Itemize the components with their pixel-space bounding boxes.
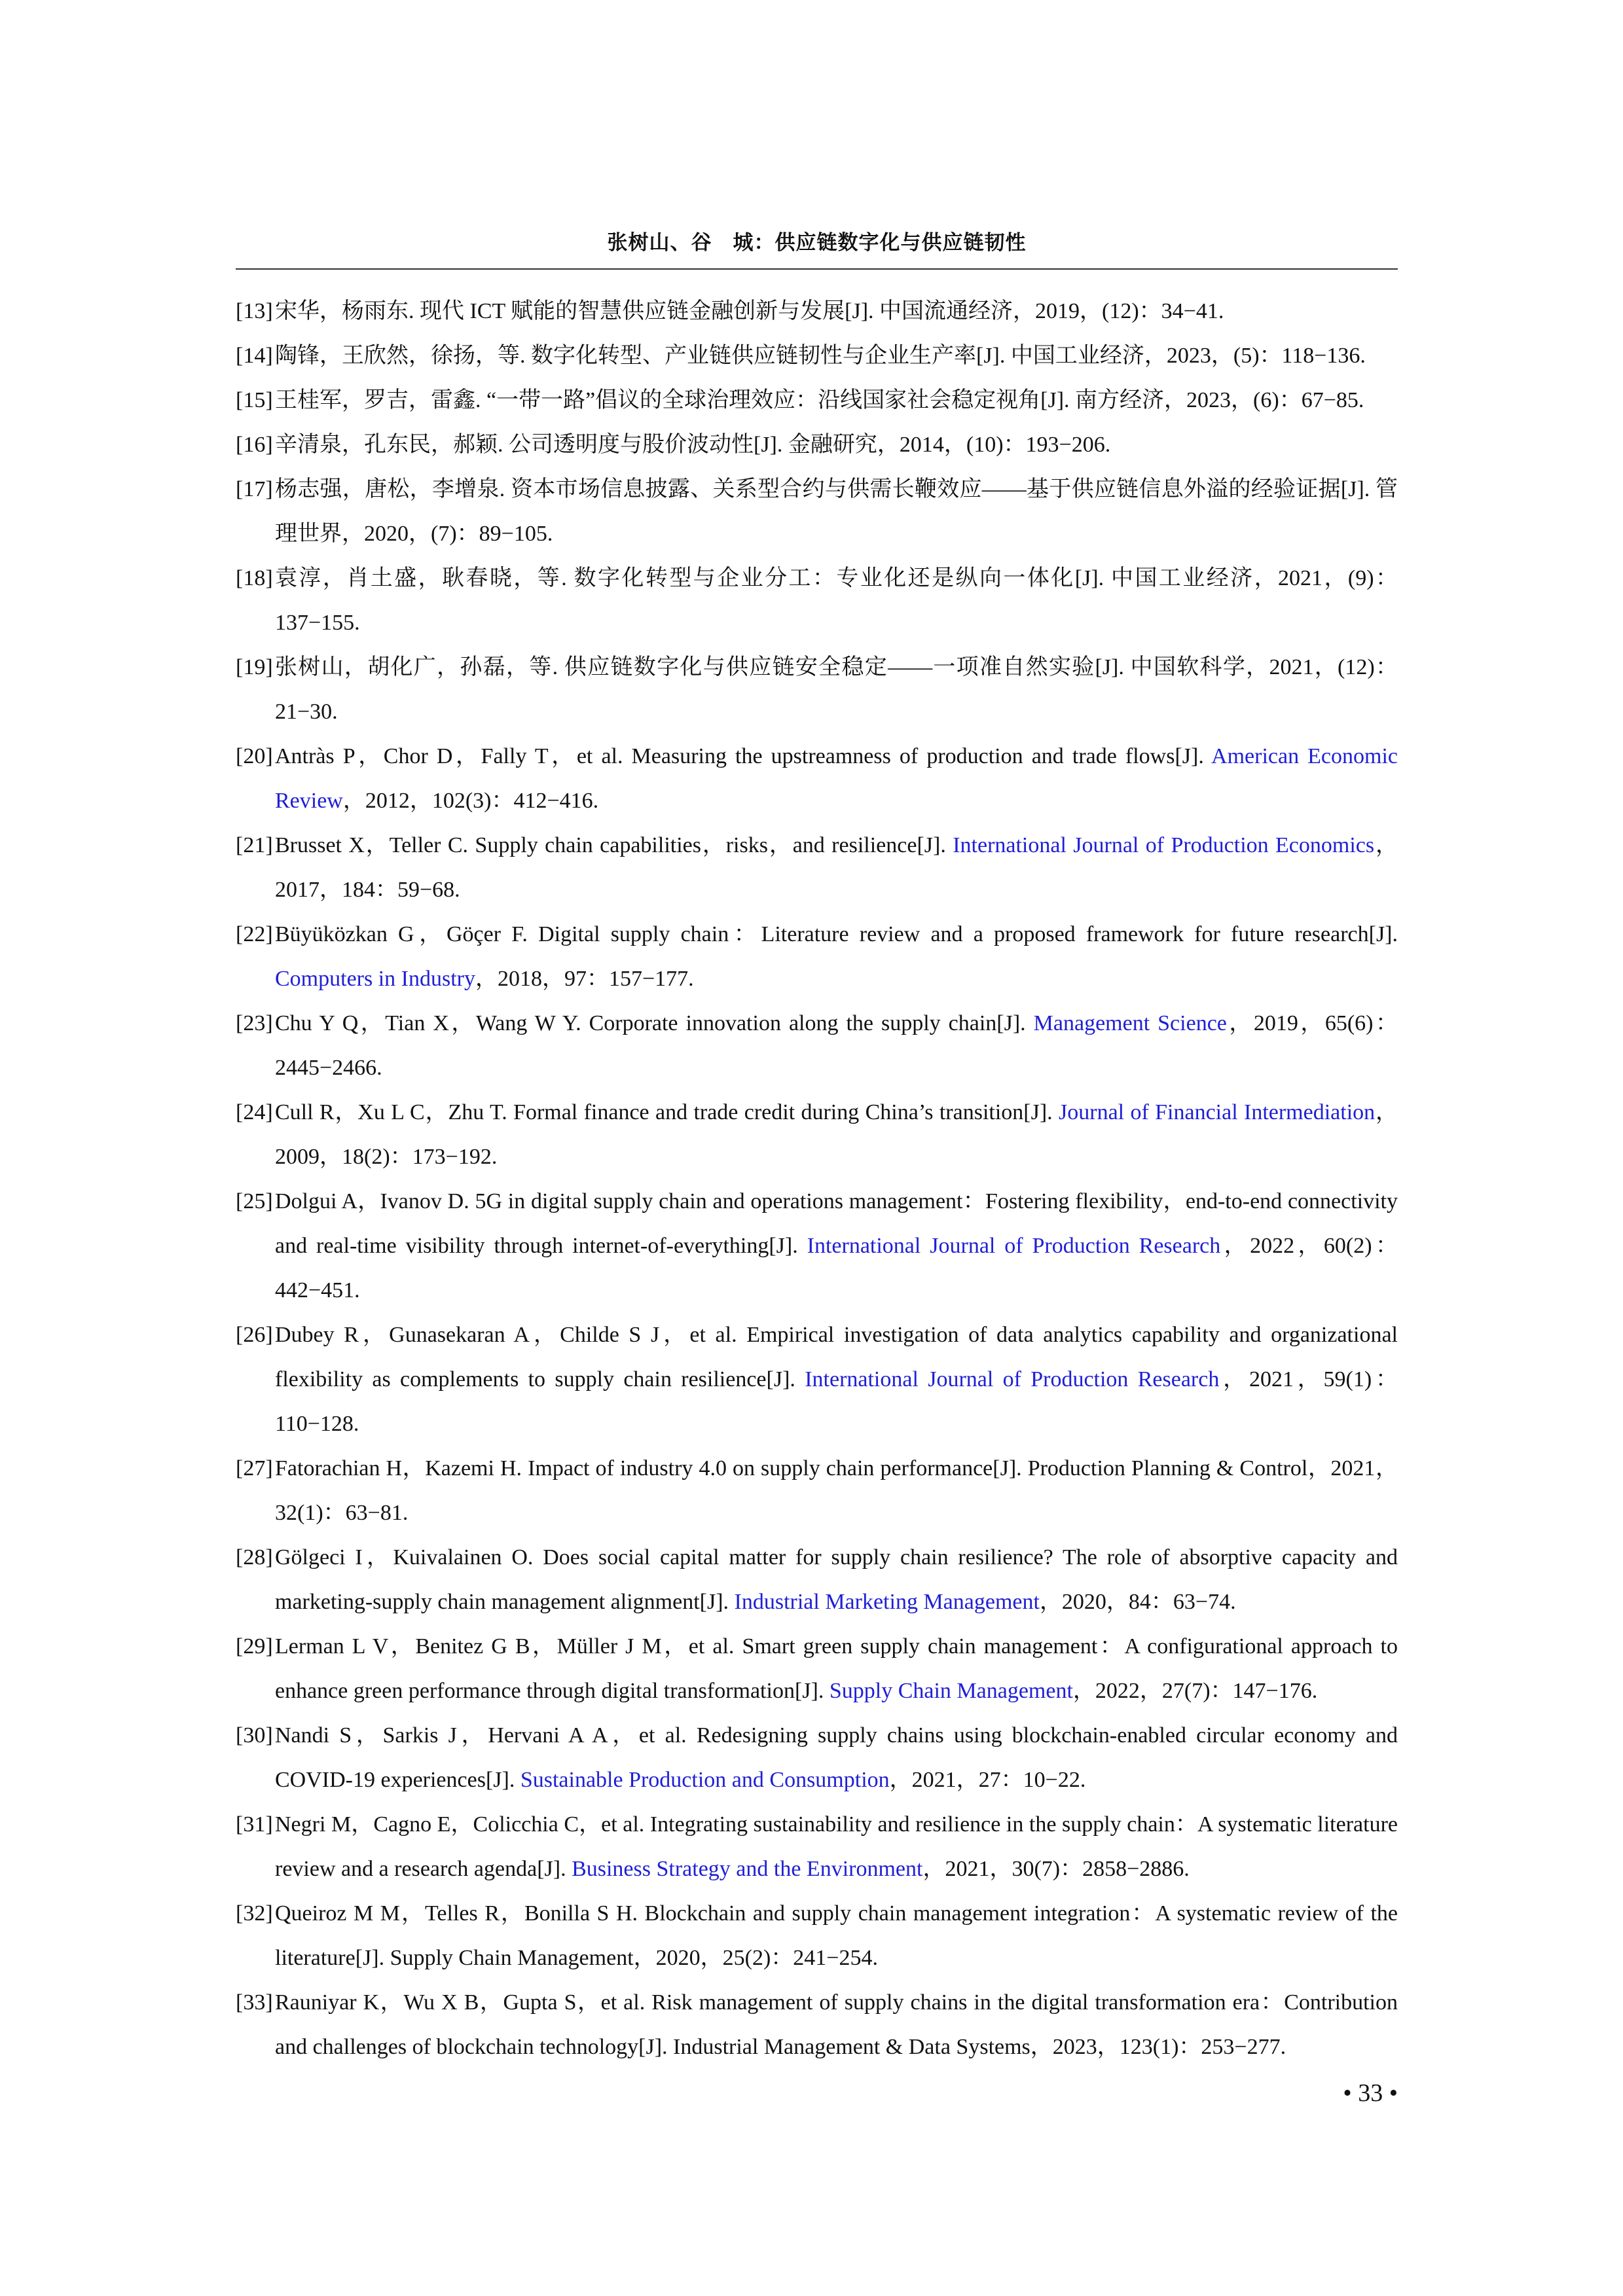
reference-number: [30] xyxy=(236,1723,273,1748)
reference-text: Chu Y Q，Tian X，Wang W Y. Corporate innovation along the supply chain[J]. Management Science，2019，65(6)：2445−2466. xyxy=(275,1011,1398,1080)
reference-number: [21] xyxy=(236,833,273,857)
reference-number: [32] xyxy=(236,1901,273,1926)
reference-text: 宋华，杨雨东. 现代 ICT 赋能的智慧供应链金融创新与发展[J]. 中国流通经济，2019，(12)：34−41. xyxy=(275,299,1224,323)
reference-item xyxy=(236,334,1398,378)
reference-number: [28] xyxy=(236,1545,273,1570)
reference-item xyxy=(236,1803,1398,1892)
reference-number: [27] xyxy=(236,1456,273,1480)
reference-item xyxy=(236,1313,1398,1446)
reference-item xyxy=(236,1535,1398,1624)
reference-text: Dubey R，Gunasekaran A，Childe S J，et al. Empirical investigation of data analytics capability and organizational flexibility as complements to supply chain resilience[J]. International Journal of Production Research，2021，59(1)：110−128. xyxy=(275,1323,1398,1436)
reference-text: Nandi S，Sarkis J，Hervani A A，et al. Redesigning supply chains using blockchain-enabled circular economy and COVID-19 experiences[J]. Sustainable Production and Consumption，2021，27：10−22. xyxy=(275,1723,1398,1792)
reference-text: Queiroz M M，Telles R，Bonilla S H. Blockchain and supply chain management integration：A systematic review of the literature[J]. Supply Chain Management，2020，25(2)：241−254. xyxy=(275,1901,1398,1970)
reference-text: Antràs P，Chor D，Fally T，et al. Measuring the upstreamness of production and trade flows[J]. American Economic Review，2012，102(3)：412−416. xyxy=(275,744,1398,813)
reference-number: [26] xyxy=(236,1323,273,1347)
journal-link[interactable]: Journal of Financial Intermediation xyxy=(1059,1100,1376,1124)
reference-number: [14] xyxy=(236,344,273,368)
reference-number: [19] xyxy=(236,655,273,679)
reference-list xyxy=(236,289,1398,2070)
journal-link[interactable]: International Journal of Production Research xyxy=(807,1234,1221,1258)
journal-link[interactable]: American Economic Review xyxy=(275,744,1398,813)
reference-text: Büyüközkan G，Göçer F. Digital supply chain：Literature review and a proposed framework for future research[J]. Computers in Industry，2018，97：157−177. xyxy=(275,922,1398,991)
reference-text: 陶锋，王欣然，徐扬，等. 数字化转型、产业链供应链韧性与企业生产率[J]. 中国工业经济，2023，(5)：118−136. xyxy=(275,344,1366,368)
reference-item xyxy=(236,645,1398,734)
reference-item xyxy=(236,556,1398,645)
journal-link[interactable]: International Journal of Production Economics xyxy=(953,833,1375,857)
reference-number: [16] xyxy=(236,433,273,457)
reference-number: [22] xyxy=(236,922,273,946)
reference-item xyxy=(236,912,1398,1001)
reference-text: 辛清泉，孔东民，郝颖. 公司透明度与股价波动性[J]. 金融研究，2014，(10)：193−206. xyxy=(275,433,1111,457)
reference-item xyxy=(236,1892,1398,1981)
journal-link[interactable]: Supply Chain Management xyxy=(829,1679,1073,1703)
reference-number: [33] xyxy=(236,1990,273,2015)
journal-link[interactable]: Management Science xyxy=(1033,1011,1227,1035)
reference-number: [29] xyxy=(236,1634,273,1659)
reference-text: 张树山，胡化广，孙磊，等. 供应链数字化与供应链安全稳定——一项准自然实验[J]. 中国软科学，2021，(12)：21−30. xyxy=(275,655,1398,724)
reference-number: [15] xyxy=(236,388,273,412)
journal-link[interactable]: Industrial Marketing Management xyxy=(734,1590,1040,1614)
reference-number: [18] xyxy=(236,566,273,590)
reference-text: Brusset X，Teller C. Supply chain capabilities，risks，and resilience[J]. International Journal of Production Economics，2017，184：59−68. xyxy=(275,833,1398,902)
reference-number: [20] xyxy=(236,744,273,768)
reference-item xyxy=(236,1446,1398,1535)
reference-text: Rauniyar K，Wu X B，Gupta S，et al. Risk management of supply chains in the digital transformation era：Contribution and challenges of blockchain technology[J]. Industrial Management & Data Systems，2023，123(1)：253−277. xyxy=(275,1990,1398,2059)
reference-number: [13] xyxy=(236,299,273,323)
reference-item xyxy=(236,1713,1398,1803)
journal-link[interactable]: Computers in Industry xyxy=(275,967,475,991)
reference-number: [31] xyxy=(236,1812,273,1837)
reference-text: 王桂军，罗吉，雷鑫. “一带一路”倡议的全球治理效应：沿线国家社会稳定视角[J]. 南方经济，2023，(6)：67−85. xyxy=(275,388,1364,412)
reference-item xyxy=(236,289,1398,334)
reference-text: Dolgui A，Ivanov D. 5G in digital supply chain and operations management：Fostering flexibility，end-to-end connectivity and real-time visibility through internet-of-everything[J]. International Journal of Production Research，2022，60(2)：442−451. xyxy=(275,1189,1398,1302)
reference-text: Gölgeci I，Kuivalainen O. Does social capital matter for supply chain resilience? The role of absorptive capacity and marketing-supply chain management alignment[J]. Industrial Marketing Management，2020，84：63−74. xyxy=(275,1545,1398,1614)
running-header xyxy=(236,217,1398,270)
reference-item xyxy=(236,1001,1398,1090)
journal-link[interactable]: Sustainable Production and Consumption xyxy=(520,1768,890,1792)
reference-text: Fatorachian H，Kazemi H. Impact of industry 4.0 on supply chain performance[J]. Production Planning & Control，2021，32(1)：63−81. xyxy=(275,1456,1398,1525)
reference-number: [17] xyxy=(236,477,273,501)
reference-text: 杨志强，唐松，李增泉. 资本市场信息披露、关系型合约与供需长鞭效应——基于供应链信息外溢的经验证据[J]. 管理世界，2020，(7)：89−105. xyxy=(275,477,1398,546)
reference-text: 袁淳，肖土盛，耿春晓，等. 数字化转型与企业分工：专业化还是纵向一体化[J]. 中国工业经济，2021，(9)：137−155. xyxy=(275,566,1398,635)
reference-item xyxy=(236,823,1398,912)
page-number: • 33 • xyxy=(1343,2079,1398,2107)
reference-item xyxy=(236,423,1398,467)
reference-item xyxy=(236,1624,1398,1713)
reference-item xyxy=(236,1981,1398,2070)
journal-link[interactable]: International Journal of Production Research xyxy=(805,1367,1220,1391)
journal-link[interactable]: Business Strategy and the Environment xyxy=(572,1857,923,1881)
reference-text: Negri M，Cagno E，Colicchia C，et al. Integrating sustainability and resilience in the supply chain：A systematic literature review and a research agenda[J]. Business Strategy and the Environment，2021，30(7)：2858−2886. xyxy=(275,1812,1398,1881)
reference-number: [23] xyxy=(236,1011,273,1035)
reference-text: Cull R，Xu L C，Zhu T. Formal finance and trade credit during China’s transition[J]. Journal of Financial Intermediation，2009，18(2)：173−192. xyxy=(275,1100,1398,1169)
running-header-title: 张树山、谷 城：供应链数字化与供应链韧性 xyxy=(607,231,1027,255)
reference-item xyxy=(236,1090,1398,1179)
reference-number: [24] xyxy=(236,1100,273,1124)
reference-item xyxy=(236,467,1398,556)
reference-item xyxy=(236,1179,1398,1313)
reference-item xyxy=(236,378,1398,423)
reference-item xyxy=(236,734,1398,823)
reference-text: Lerman L V，Benitez G B，Müller J M，et al. Smart green supply chain management：A configurational approach to enhance green performance through digital transformation[J]. Supply Chain Management，2022，27(7)：147−176. xyxy=(275,1634,1398,1703)
reference-number: [25] xyxy=(236,1189,273,1213)
